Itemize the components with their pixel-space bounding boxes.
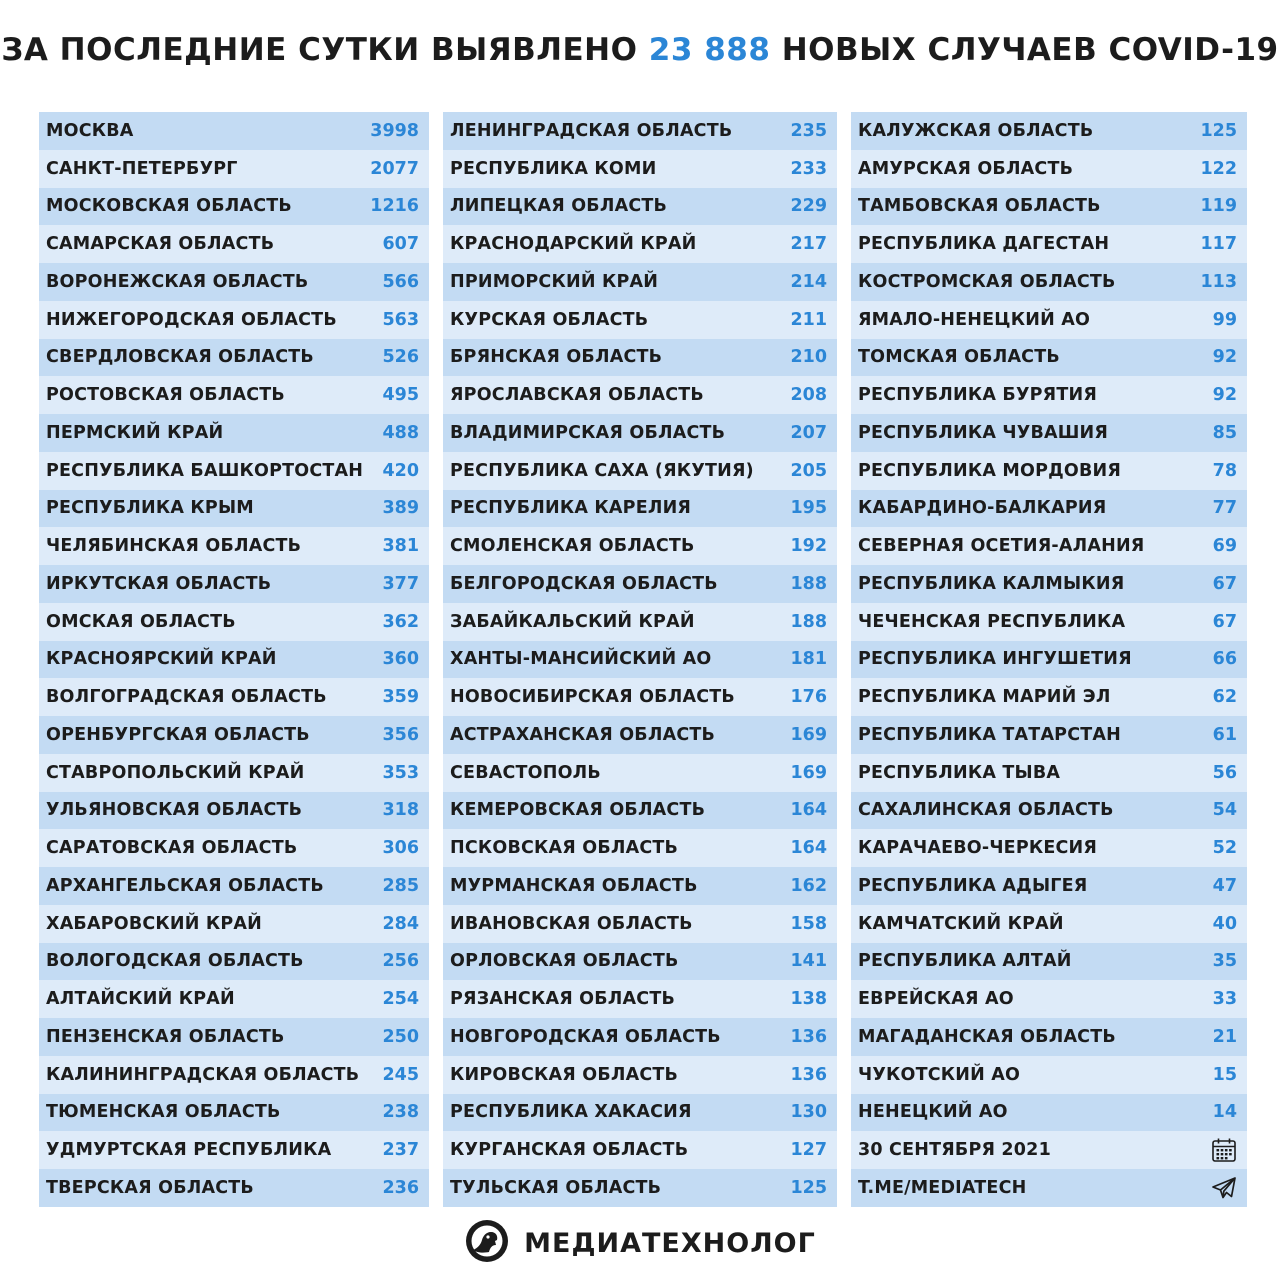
- case-count: 306: [382, 838, 419, 859]
- case-count: 318: [382, 800, 419, 821]
- case-count: 1216: [370, 196, 419, 217]
- table-row: [39, 905, 429, 943]
- case-count: 256: [382, 951, 419, 972]
- table-row: [39, 565, 429, 603]
- region-name: КУРГАНСКАЯ ОБЛАСТЬ: [450, 1140, 689, 1161]
- region-name: ПРИМОРСКИЙ КРАЙ: [450, 271, 659, 292]
- case-count: 78: [1212, 460, 1237, 481]
- table-row: [443, 1056, 837, 1094]
- table-row: [443, 1094, 837, 1132]
- table-row: [39, 641, 429, 679]
- case-count: 169: [790, 724, 827, 745]
- table-row: [851, 188, 1247, 226]
- case-count: 119: [1200, 196, 1237, 217]
- case-count: 217: [790, 234, 827, 255]
- case-count: 237: [382, 1140, 419, 1161]
- region-name: ЧЕЧЕНСКАЯ РЕСПУБЛИКА: [858, 611, 1126, 632]
- table-row: [39, 527, 429, 565]
- region-name: ХАБАРОВСКИЙ КРАЙ: [46, 913, 263, 934]
- table-row: [443, 263, 837, 301]
- region-name: РЕСПУБЛИКА КОМИ: [450, 158, 657, 179]
- region-name: КАЛУЖСКАЯ ОБЛАСТЬ: [858, 120, 1094, 141]
- region-name: МУРМАНСКАЯ ОБЛАСТЬ: [450, 875, 698, 896]
- table-row: [443, 641, 837, 679]
- date-label: 30 СЕНТЯБРЯ 2021: [858, 1140, 1051, 1161]
- table-row: [39, 301, 429, 339]
- case-count: 563: [382, 309, 419, 330]
- table-row: [851, 867, 1247, 905]
- table-row: [851, 150, 1247, 188]
- region-name: КИРОВСКАЯ ОБЛАСТЬ: [450, 1064, 679, 1085]
- calendar-icon: [1211, 1137, 1237, 1163]
- table-row: [851, 716, 1247, 754]
- case-count: 214: [790, 271, 827, 292]
- region-name: РЕСПУБЛИКА БУРЯТИЯ: [858, 385, 1098, 406]
- region-name: НИЖЕГОРОДСКАЯ ОБЛАСТЬ: [46, 309, 337, 330]
- table-row: [851, 490, 1247, 528]
- table-row: [39, 678, 429, 716]
- table-row: [39, 603, 429, 641]
- table-row: [851, 943, 1247, 981]
- case-count: 381: [382, 536, 419, 557]
- region-name: ВОЛГОГРАДСКАЯ ОБЛАСТЬ: [46, 687, 327, 708]
- region-name: ЕВРЕЙСКАЯ АО: [858, 989, 1014, 1010]
- region-name: ЯРОСЛАВСКАЯ ОБЛАСТЬ: [450, 385, 704, 406]
- table-row: [851, 527, 1247, 565]
- table-row: [443, 490, 837, 528]
- table-row: [39, 376, 429, 414]
- table-row: [39, 112, 429, 150]
- region-name: УЛЬЯНОВСКАЯ ОБЛАСТЬ: [46, 800, 303, 821]
- table-row: [851, 792, 1247, 830]
- case-count: 176: [790, 687, 827, 708]
- table-row: [443, 1169, 837, 1207]
- case-count: 169: [790, 762, 827, 783]
- case-count: 205: [790, 460, 827, 481]
- region-name: СВЕРДЛОВСКАЯ ОБЛАСТЬ: [46, 347, 314, 368]
- region-name: СТАВРОПОЛЬСКИЙ КРАЙ: [46, 762, 305, 783]
- table-row: [39, 867, 429, 905]
- table-row: [851, 905, 1247, 943]
- region-name: МОСКВА: [46, 120, 134, 141]
- case-count: 99: [1212, 309, 1237, 330]
- region-name: НОВГОРОДСКАЯ ОБЛАСТЬ: [450, 1026, 721, 1047]
- case-count: 15: [1212, 1064, 1237, 1085]
- region-name: ПЕНЗЕНСКАЯ ОБЛАСТЬ: [46, 1026, 285, 1047]
- region-name: ВОРОНЕЖСКАЯ ОБЛАСТЬ: [46, 271, 309, 292]
- case-count: 138: [790, 989, 827, 1010]
- case-count: 127: [790, 1140, 827, 1161]
- region-name: ОРЕНБУРГСКАЯ ОБЛАСТЬ: [46, 724, 310, 745]
- region-name: ИВАНОВСКАЯ ОБЛАСТЬ: [450, 913, 693, 934]
- region-name: ТАМБОВСКАЯ ОБЛАСТЬ: [858, 196, 1101, 217]
- table-row: [39, 150, 429, 188]
- case-count: 181: [790, 649, 827, 670]
- table-row: [443, 112, 837, 150]
- region-name: ЧЕЛЯБИНСКАЯ ОБЛАСТЬ: [46, 536, 302, 557]
- case-count: 420: [382, 460, 419, 481]
- table-row: [851, 339, 1247, 377]
- region-name: СЕВАСТОПОЛЬ: [450, 762, 601, 783]
- table-row: [443, 905, 837, 943]
- region-name: АСТРАХАНСКАЯ ОБЛАСТЬ: [450, 724, 716, 745]
- case-count: 207: [790, 422, 827, 443]
- table-row: [443, 414, 837, 452]
- case-count: 389: [382, 498, 419, 519]
- table-row: [443, 225, 837, 263]
- title-case-count: 23 888: [648, 32, 771, 68]
- region-name: РЕСПУБЛИКА АДЫГЕЯ: [858, 875, 1088, 896]
- table-row: [851, 565, 1247, 603]
- regions-column-2: [443, 112, 837, 1207]
- table-row: [39, 263, 429, 301]
- footer-brand: [0, 1218, 1280, 1268]
- case-count: 211: [790, 309, 827, 330]
- table-row: [39, 188, 429, 226]
- region-name: НОВОСИБИРСКАЯ ОБЛАСТЬ: [450, 687, 735, 708]
- case-count: 125: [1200, 120, 1237, 141]
- region-name: РЕСПУБЛИКА ХАКАСИЯ: [450, 1102, 692, 1123]
- case-count: 233: [790, 158, 827, 179]
- region-name: ВЛАДИМИРСКАЯ ОБЛАСТЬ: [450, 422, 726, 443]
- case-count: 208: [790, 385, 827, 406]
- region-name: РЕСПУБЛИКА ТЫВА: [858, 762, 1061, 783]
- table-row: [443, 150, 837, 188]
- table-row: [39, 1169, 429, 1207]
- table-row: [39, 1094, 429, 1132]
- case-count: 359: [382, 687, 419, 708]
- region-name: РЕСПУБЛИКА БАШКОРТОСТАН: [46, 460, 364, 481]
- table-row: [851, 980, 1247, 1018]
- title-suffix: НОВЫХ СЛУЧАЕВ COVID-19: [781, 32, 1279, 68]
- case-count: 125: [790, 1177, 827, 1198]
- case-count: 52: [1212, 838, 1237, 859]
- region-name: СЕВЕРНАЯ ОСЕТИЯ-АЛАНИЯ: [858, 536, 1145, 557]
- case-count: 130: [790, 1102, 827, 1123]
- table-row: [39, 716, 429, 754]
- region-name: АМУРСКАЯ ОБЛАСТЬ: [858, 158, 1074, 179]
- region-name: РЕСПУБЛИКА АЛТАЙ: [858, 951, 1072, 972]
- case-count: 35: [1212, 951, 1237, 972]
- region-name: НЕНЕЦКИЙ АО: [858, 1102, 1008, 1123]
- case-count: 113: [1200, 271, 1237, 292]
- region-name: САМАРСКАЯ ОБЛАСТЬ: [46, 234, 275, 255]
- region-name: БЕЛГОРОДСКАЯ ОБЛАСТЬ: [450, 573, 718, 594]
- region-name: ТВЕРСКАЯ ОБЛАСТЬ: [46, 1177, 254, 1198]
- region-name: АЛТАЙСКИЙ КРАЙ: [46, 989, 235, 1010]
- region-name: РЕСПУБЛИКА КРЫМ: [46, 498, 254, 519]
- region-name: ТУЛЬСКАЯ ОБЛАСТЬ: [450, 1177, 662, 1198]
- case-count: 158: [790, 913, 827, 934]
- table-row: [39, 1018, 429, 1056]
- case-count: 21: [1212, 1026, 1237, 1047]
- region-name: САНКТ-ПЕТЕРБУРГ: [46, 158, 238, 179]
- case-count: 117: [1200, 234, 1237, 255]
- table-row: [39, 829, 429, 867]
- table-row: [851, 603, 1247, 641]
- channel-link[interactable]: T.ME/MEDIATECH: [858, 1177, 1027, 1198]
- case-count: 607: [382, 234, 419, 255]
- table-row: [443, 754, 837, 792]
- case-count: 566: [382, 271, 419, 292]
- region-name: ОРЛОВСКАЯ ОБЛАСТЬ: [450, 951, 679, 972]
- region-name: РЕСПУБЛИКА МОРДОВИЯ: [858, 460, 1122, 481]
- region-name: МОСКОВСКАЯ ОБЛАСТЬ: [46, 196, 292, 217]
- case-count: 362: [382, 611, 419, 632]
- region-name: КЕМЕРОВСКАЯ ОБЛАСТЬ: [450, 800, 706, 821]
- table-row: [851, 641, 1247, 679]
- region-name: КОСТРОМСКАЯ ОБЛАСТЬ: [858, 271, 1116, 292]
- page-title: [0, 32, 1280, 68]
- region-name: РЯЗАНСКАЯ ОБЛАСТЬ: [450, 989, 675, 1010]
- table-row: [443, 188, 837, 226]
- region-name: РОСТОВСКАЯ ОБЛАСТЬ: [46, 385, 285, 406]
- case-count: 54: [1212, 800, 1237, 821]
- case-count: 56: [1212, 762, 1237, 783]
- region-name: РЕСПУБЛИКА ЧУВАШИЯ: [858, 422, 1109, 443]
- case-count: 162: [790, 875, 827, 896]
- region-name: КРАСНОЯРСКИЙ КРАЙ: [46, 649, 277, 670]
- table-row: [443, 980, 837, 1018]
- region-name: КУРСКАЯ ОБЛАСТЬ: [450, 309, 649, 330]
- mediatech-logo-icon: [464, 1218, 510, 1268]
- case-count: 356: [382, 724, 419, 745]
- region-name: РЕСПУБЛИКА ДАГЕСТАН: [858, 234, 1110, 255]
- table-row: [851, 414, 1247, 452]
- table-row: [851, 263, 1247, 301]
- table-row: [443, 565, 837, 603]
- table-row: [851, 1094, 1247, 1132]
- table-row: [443, 716, 837, 754]
- case-count: 77: [1212, 498, 1237, 519]
- case-count: 284: [382, 913, 419, 934]
- case-count: 245: [382, 1064, 419, 1085]
- region-name: ЛИПЕЦКАЯ ОБЛАСТЬ: [450, 196, 668, 217]
- case-count: 188: [790, 611, 827, 632]
- case-count: 2077: [370, 158, 419, 179]
- table-row: [443, 792, 837, 830]
- region-name: БРЯНСКАЯ ОБЛАСТЬ: [450, 347, 663, 368]
- table-row: [851, 678, 1247, 716]
- table-row: [443, 301, 837, 339]
- regions-column-3: [851, 112, 1247, 1207]
- table-row: [39, 792, 429, 830]
- case-count: 164: [790, 838, 827, 859]
- case-count: 61: [1212, 724, 1237, 745]
- table-row: [443, 867, 837, 905]
- region-name: КАЛИНИНГРАДСКАЯ ОБЛАСТЬ: [46, 1064, 360, 1085]
- table-row: [851, 829, 1247, 867]
- case-count: 285: [382, 875, 419, 896]
- region-name: ТОМСКАЯ ОБЛАСТЬ: [858, 347, 1060, 368]
- region-name: УДМУРТСКАЯ РЕСПУБЛИКА: [46, 1140, 332, 1161]
- table-row: [851, 225, 1247, 263]
- region-name: ТЮМЕНСКАЯ ОБЛАСТЬ: [46, 1102, 281, 1123]
- case-count: 488: [382, 422, 419, 443]
- table-row: [39, 943, 429, 981]
- regions-column-1: [39, 112, 429, 1207]
- table-row: [443, 829, 837, 867]
- region-name: ОМСКАЯ ОБЛАСТЬ: [46, 611, 236, 632]
- table-row: [851, 1018, 1247, 1056]
- brand-name: МЕДИАТЕХНОЛОГ: [524, 1227, 816, 1259]
- case-count: 67: [1212, 611, 1237, 632]
- region-name: ВОЛОГОДСКАЯ ОБЛАСТЬ: [46, 951, 304, 972]
- region-name: РЕСПУБЛИКА КАРЕЛИЯ: [450, 498, 692, 519]
- case-count: 254: [382, 989, 419, 1010]
- region-name: ЛЕНИНГРАДСКАЯ ОБЛАСТЬ: [450, 120, 733, 141]
- table-row: [39, 1131, 429, 1169]
- table-row: [851, 1056, 1247, 1094]
- table-row: [443, 678, 837, 716]
- region-name: ЗАБАЙКАЛЬСКИЙ КРАЙ: [450, 611, 695, 632]
- case-count: 236: [382, 1177, 419, 1198]
- table-row: [443, 603, 837, 641]
- region-name: СМОЛЕНСКАЯ ОБЛАСТЬ: [450, 536, 695, 557]
- case-count: 164: [790, 800, 827, 821]
- table-row: [443, 1018, 837, 1056]
- case-count: 47: [1212, 875, 1237, 896]
- region-name: РЕСПУБЛИКА САХА (ЯКУТИЯ): [450, 460, 754, 481]
- table-row: [443, 1131, 837, 1169]
- case-count: 141: [790, 951, 827, 972]
- case-count: 210: [790, 347, 827, 368]
- table-row: [39, 225, 429, 263]
- region-name: КАБАРДИНО-БАЛКАРИЯ: [858, 498, 1107, 519]
- case-count: 33: [1212, 989, 1237, 1010]
- case-count: 188: [790, 573, 827, 594]
- case-count: 85: [1212, 422, 1237, 443]
- case-count: 14: [1212, 1102, 1237, 1123]
- region-name: ЯМАЛО-НЕНЕЦКИЙ АО: [858, 309, 1091, 330]
- table-row: [443, 376, 837, 414]
- region-name: КРАСНОДАРСКИЙ КРАЙ: [450, 234, 697, 255]
- table-row: [39, 339, 429, 377]
- region-name: ИРКУТСКАЯ ОБЛАСТЬ: [46, 573, 272, 594]
- case-count: 3998: [370, 120, 419, 141]
- table-row: [39, 452, 429, 490]
- region-name: САРАТОВСКАЯ ОБЛАСТЬ: [46, 838, 298, 859]
- table-row: [851, 452, 1247, 490]
- region-name: РЕСПУБЛИКА КАЛМЫКИЯ: [858, 573, 1125, 594]
- region-name: ПСКОВСКАЯ ОБЛАСТЬ: [450, 838, 679, 859]
- case-count: 526: [382, 347, 419, 368]
- case-count: 360: [382, 649, 419, 670]
- case-count: 92: [1212, 385, 1237, 406]
- case-count: 377: [382, 573, 419, 594]
- date-row: [851, 1131, 1247, 1169]
- case-count: 136: [790, 1026, 827, 1047]
- case-count: 229: [790, 196, 827, 217]
- case-count: 353: [382, 762, 419, 783]
- case-count: 62: [1212, 687, 1237, 708]
- case-count: 66: [1212, 649, 1237, 670]
- telegram-icon[interactable]: [1211, 1176, 1237, 1200]
- table-row: [851, 112, 1247, 150]
- table-row: [443, 452, 837, 490]
- case-count: 40: [1212, 913, 1237, 934]
- region-name: КАМЧАТСКИЙ КРАЙ: [858, 913, 1064, 934]
- channel-row[interactable]: [851, 1169, 1247, 1207]
- regions-table: [39, 112, 1247, 1207]
- table-row: [39, 1056, 429, 1094]
- region-name: АРХАНГЕЛЬСКАЯ ОБЛАСТЬ: [46, 875, 324, 896]
- case-count: 192: [790, 536, 827, 557]
- region-name: РЕСПУБЛИКА ТАТАРСТАН: [858, 724, 1121, 745]
- case-count: 235: [790, 120, 827, 141]
- case-count: 136: [790, 1064, 827, 1085]
- case-count: 250: [382, 1026, 419, 1047]
- table-row: [851, 754, 1247, 792]
- table-row: [39, 980, 429, 1018]
- region-name: РЕСПУБЛИКА ИНГУШЕТИЯ: [858, 649, 1132, 670]
- title-prefix: ЗА ПОСЛЕДНИЕ СУТКИ ВЫЯВЛЕНО: [1, 32, 638, 68]
- case-count: 122: [1200, 158, 1237, 179]
- region-name: МАГАДАНСКАЯ ОБЛАСТЬ: [858, 1026, 1116, 1047]
- table-row: [851, 376, 1247, 414]
- table-row: [39, 754, 429, 792]
- region-name: ЧУКОТСКИЙ АО: [858, 1064, 1021, 1085]
- case-count: 92: [1212, 347, 1237, 368]
- region-name: ХАНТЫ-МАНСИЙСКИЙ АО: [450, 649, 712, 670]
- table-row: [443, 527, 837, 565]
- case-count: 238: [382, 1102, 419, 1123]
- case-count: 195: [790, 498, 827, 519]
- table-row: [39, 490, 429, 528]
- case-count: 495: [382, 385, 419, 406]
- region-name: ПЕРМСКИЙ КРАЙ: [46, 422, 224, 443]
- region-name: САХАЛИНСКАЯ ОБЛАСТЬ: [858, 800, 1114, 821]
- region-name: КАРАЧАЕВО-ЧЕРКЕСИЯ: [858, 838, 1098, 859]
- region-name: РЕСПУБЛИКА МАРИЙ ЭЛ: [858, 687, 1111, 708]
- table-row: [443, 339, 837, 377]
- case-count: 67: [1212, 573, 1237, 594]
- case-count: 69: [1212, 536, 1237, 557]
- table-row: [39, 414, 429, 452]
- table-row: [851, 301, 1247, 339]
- table-row: [443, 943, 837, 981]
